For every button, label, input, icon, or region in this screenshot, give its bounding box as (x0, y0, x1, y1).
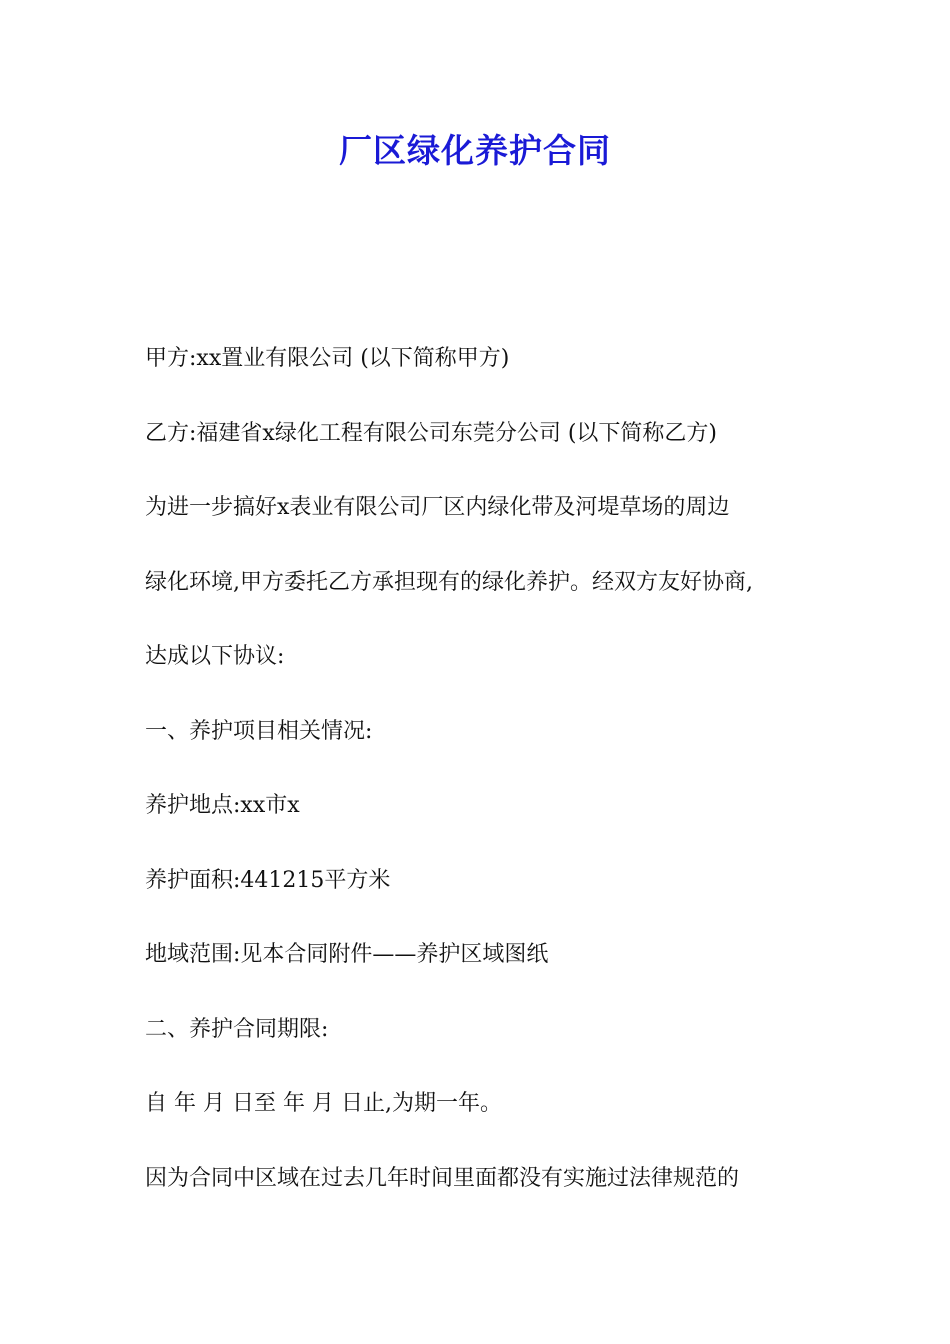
paragraph-line: 因为合同中区域在过去几年时间里面都没有实施过法律规范的 (145, 1165, 740, 1191)
area-scope: 地域范围:见本合同附件——养护区域图纸 (145, 942, 549, 967)
maintenance-area: 养护面积:441215平方米 (145, 867, 391, 893)
section-heading: 二、养护合同期限: (145, 1016, 329, 1042)
document-body (145, 336, 815, 1230)
section-heading: 一、养护项目相关情况: (145, 718, 373, 744)
paragraph-line: 达成以下协议: (145, 644, 285, 669)
paragraph-line: 为进一步搞好x表业有限公司厂区内绿化带及河堤草场的周边 (145, 495, 730, 520)
contract-period: 自 年 月 日至 年 月 日止,为期一年。 (145, 1091, 502, 1116)
maintenance-location: 养护地点:xx市x (145, 793, 300, 818)
paragraph-line: 绿化环境,甲方委托乙方承担现有的绿化养护。经双方友好协商, (145, 569, 753, 595)
document-title: 厂区绿化养护合同 (339, 131, 611, 170)
party-b-line: 乙方:福建省x绿化工程有限公司东莞分公司 (以下简称乙方) (145, 420, 717, 446)
party-a-line: 甲方:xx置业有限公司 (以下简称甲方) (145, 346, 510, 371)
